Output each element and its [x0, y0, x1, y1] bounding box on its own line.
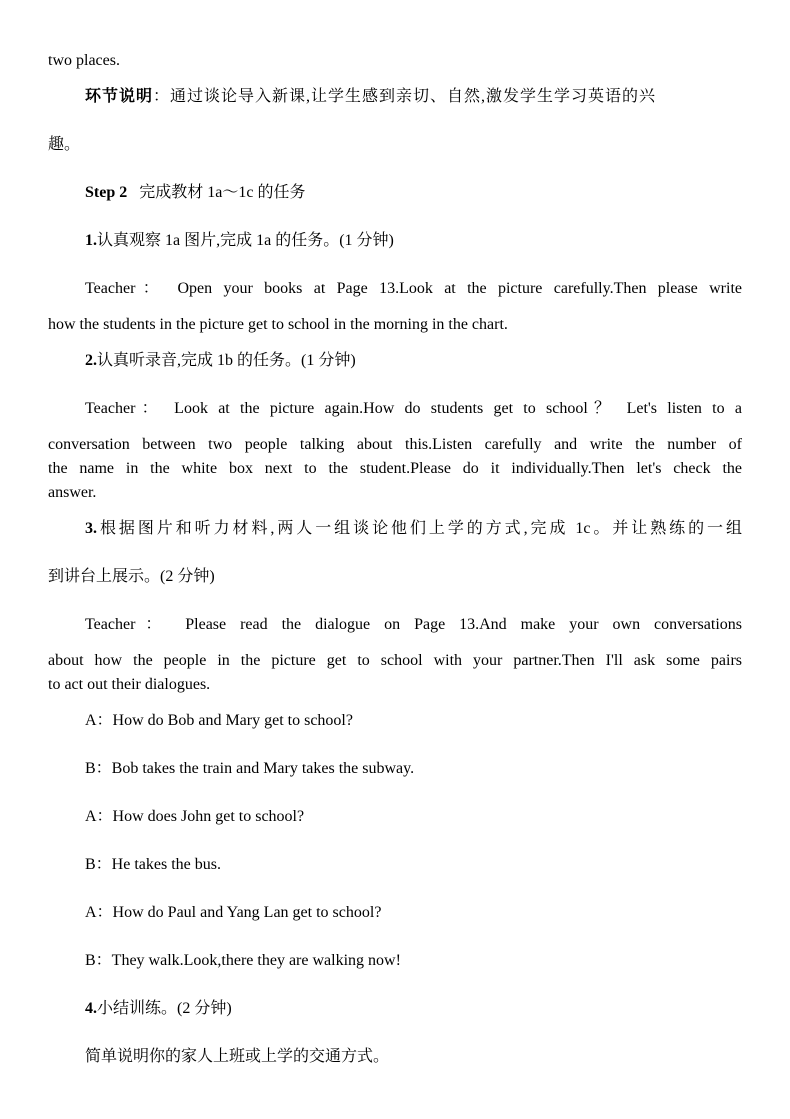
text-line [48, 649, 742, 673]
section-note [85, 85, 742, 109]
text-span: B：He takes the bus. [85, 856, 221, 873]
note-colon: ： [153, 88, 171, 105]
text-line [85, 277, 742, 301]
text-line [48, 673, 742, 697]
text-span: Teacher： Open your books at Page 13.Look at the picture carefully.Then please write [85, 280, 742, 297]
text-span: 趣。 [48, 136, 81, 153]
item-number: 2. [85, 352, 97, 369]
text-span: to act out their dialogues. [48, 676, 211, 693]
item-4 [85, 997, 742, 1021]
dialogue-line [85, 901, 742, 925]
item-text: 认真听录音,完成 1b 的任务。(1 分钟) [97, 352, 356, 369]
step-heading [85, 181, 742, 205]
item-number: 4. [85, 1000, 97, 1017]
text-line [48, 313, 742, 337]
text-line [85, 613, 742, 637]
text-line [48, 433, 742, 457]
text-line [85, 1045, 742, 1069]
text-line [48, 49, 742, 73]
item-number: 3. [85, 520, 97, 537]
item-text: 根据图片和听力材料,两人一组谈论他们上学的方式,完成 1c。并让熟练的一组 [97, 520, 742, 537]
item-text: 认真观察 1a 图片,完成 1a 的任务。(1 分钟) [97, 232, 394, 249]
dialogue-line [85, 949, 742, 973]
item-number: 1. [85, 232, 97, 249]
text-span: 简单说明你的家人上班或上学的交通方式。 [85, 1048, 390, 1065]
dialogue-line [85, 757, 742, 781]
item-3 [85, 517, 742, 541]
dialogue-line [85, 853, 742, 877]
dialogue-line [85, 805, 742, 829]
text-line [48, 457, 742, 481]
text-span: conversation between two people talking about this.Listen carefully and write the number of [48, 436, 742, 453]
text-span: A：How do Paul and Yang Lan get to school? [85, 904, 382, 921]
text-span: Teacher： Look at the picture again.How do students get to school？ Let's listen to a [85, 400, 742, 417]
item-text: 小结训练。(2 分钟) [97, 1000, 232, 1017]
text-span: answer. [48, 484, 97, 501]
step-title: 完成教材 1a～1c 的任务 [139, 184, 306, 201]
text-span: B：They walk.Look,there they are walking now! [85, 952, 401, 969]
text-span: how the students in the picture get to school in the morning in the chart. [48, 316, 508, 333]
text-span: B：Bob takes the train and Mary takes the subway. [85, 760, 415, 777]
text-span: the name in the white box next to the student.Please do it individually.Then let's check the [48, 460, 742, 477]
text-span: about how the people in the picture get to school with your partner.Then I'll ask some pairs [48, 652, 742, 669]
text-span: A：How do Bob and Mary get to school? [85, 712, 353, 729]
text-span: two places. [48, 52, 120, 69]
text-line [85, 397, 742, 421]
dialogue-line [85, 709, 742, 733]
text-span: Teacher： Please read the dialogue on Page 13.And make your own conversations [85, 616, 742, 633]
text-line [48, 481, 742, 505]
note-text: 通过谈论导入新课,让学生感到亲切、自然,激发学生学习英语的兴 [170, 88, 657, 105]
item-1 [85, 229, 742, 253]
note-label: 环节说明 [85, 88, 154, 105]
item-2 [85, 349, 742, 373]
text-span: A：How does John get to school? [85, 808, 305, 825]
text-line [48, 133, 742, 157]
text-span: 到讲台上展示。(2 分钟) [48, 568, 215, 585]
step-label: Step 2 [85, 184, 128, 201]
text-line [48, 565, 742, 589]
